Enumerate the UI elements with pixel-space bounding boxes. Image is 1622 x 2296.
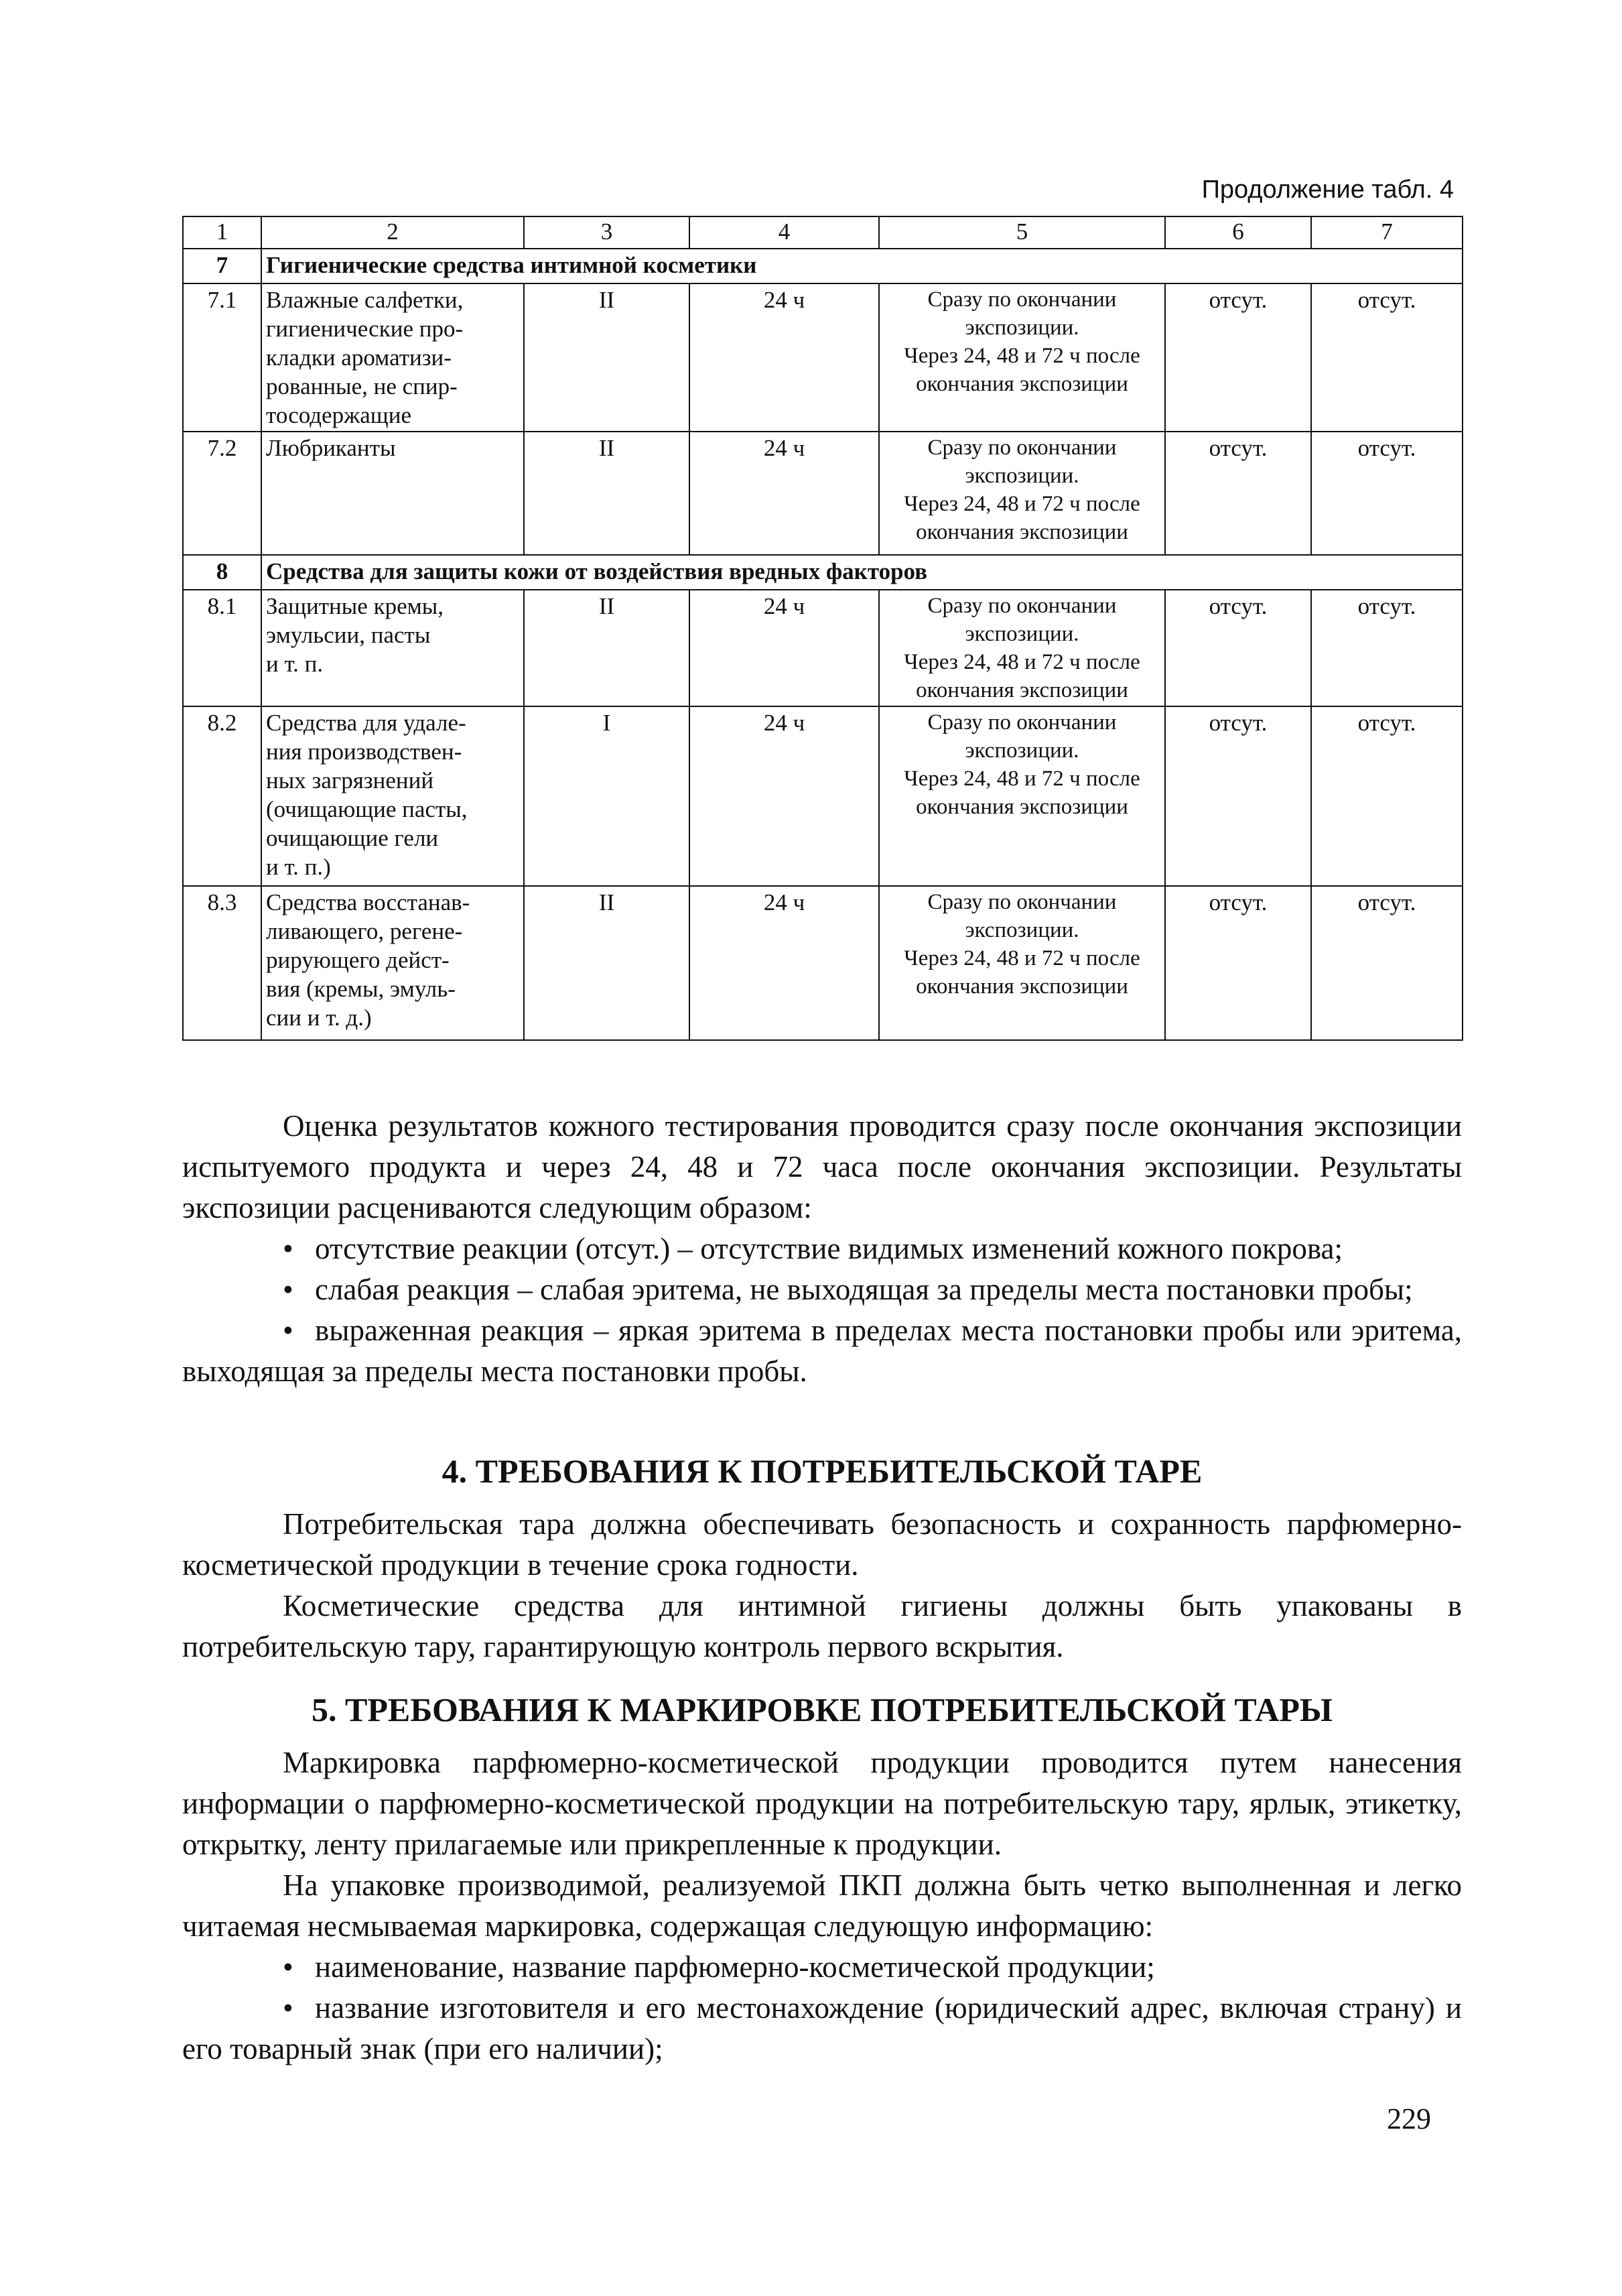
product-name-line: ливающего, регене-: [266, 918, 463, 944]
hazard-class-cell: II: [524, 886, 689, 1040]
reading-time-line: окончания экспозиции: [916, 520, 1128, 544]
table-header-cell: 5: [879, 216, 1165, 249]
exposure-time-cell: 24 ч: [689, 590, 879, 706]
bullet-icon: •: [283, 1273, 293, 1306]
row-number: 8.3: [183, 886, 261, 1040]
bullet-item: [182, 1269, 1462, 1310]
paragraph: Косметические средства для интимной гигиены должны быть упакованы в потребительскую тару, гарантирующую контроль первого вскрытия.: [182, 1589, 1462, 1663]
paragraph: Маркировка парфюмерно-косметической продукции проводится путем нанесения информации о парфюмерно-косметической продукции на потребительскую тару, ярлык, этикетку, открытку, ленту прилагаемые или прикрепленные к продукции.: [182, 1746, 1462, 1861]
result-cell-7: отсут.: [1311, 590, 1463, 706]
table-caption: Продолжение табл. 4: [1201, 176, 1454, 204]
product-name-line: очищающие гели: [266, 825, 439, 851]
reading-time-cell: [879, 590, 1165, 706]
product-name-line: сии и т. д.): [266, 1005, 372, 1031]
product-name-line: рованные, не спир-: [266, 373, 458, 399]
bullet-text: наименование, название парфюмерно-косметической продукции;: [315, 1950, 1155, 1984]
bullet-icon: •: [283, 1232, 293, 1265]
reading-time-line: экспозиции.: [965, 918, 1079, 942]
row-number: 7.1: [183, 283, 261, 432]
bullet-icon: •: [283, 1991, 293, 2025]
table-4: [182, 216, 1463, 1041]
product-name-line: ния производствен-: [266, 739, 462, 765]
product-name-line: Любриканты: [266, 435, 396, 461]
reading-time-cell: [879, 706, 1165, 886]
product-name-cell: [261, 432, 524, 555]
section-title: Гигиенические средства интимной косметики: [261, 249, 1463, 283]
page-number: 229: [1387, 2102, 1431, 2135]
table-section-row: [183, 249, 1463, 283]
section-number: 8: [183, 555, 261, 590]
reading-time-line: Сразу по окончании: [927, 594, 1117, 618]
section-4: [182, 1450, 1462, 1667]
table-header-cell: 4: [689, 216, 879, 249]
product-name-line: (очищающие пасты,: [266, 796, 468, 822]
bullet-text: выраженная реакция – яркая эритема в пределах места постановки пробы или эритема, выходящая за пределы места постановки пробы.: [182, 1314, 1462, 1388]
body-text: [182, 1106, 1462, 1392]
reading-time-line: Сразу по окончании: [927, 288, 1117, 312]
reading-time-line: Сразу по окончании: [927, 710, 1117, 735]
reading-time-line: Через 24, 48 и 72 ч после: [904, 650, 1140, 674]
product-name-line: и т. п.: [266, 651, 324, 677]
bullet-item: [182, 1988, 1462, 2069]
product-name-line: и т. п.): [266, 854, 331, 880]
bullet-text: слабая реакция – слабая эритема, не выходящая за пределы места постановки пробы;: [315, 1273, 1413, 1306]
table-header-cell: 6: [1165, 216, 1311, 249]
section-number: 7: [183, 249, 261, 283]
exposure-time-cell: 24 ч: [689, 283, 879, 432]
row-number: 7.2: [183, 432, 261, 555]
bullet-icon: •: [283, 1950, 293, 1984]
reading-time-line: экспозиции.: [965, 739, 1079, 763]
row-number: 8.2: [183, 706, 261, 886]
bullet-text: отсутствие реакции (отсут.) – отсутствие видимых изменений кожного покрова;: [315, 1232, 1343, 1265]
product-name-cell: [261, 886, 524, 1040]
product-name-line: рирующего дейст-: [266, 947, 450, 973]
product-name-line: Влажные салфетки,: [266, 287, 464, 313]
product-name-cell: [261, 706, 524, 886]
product-name-cell: [261, 283, 524, 432]
product-name-line: гигиенические про-: [266, 316, 464, 342]
section-title: Средства для защиты кожи от воздействия вредных факторов: [261, 555, 1463, 590]
product-name-line: эмульсии, пасты: [266, 622, 431, 648]
reading-time-line: Сразу по окончании: [927, 890, 1117, 914]
reading-time-line: Через 24, 48 и 72 ч после: [904, 946, 1140, 970]
reading-time-line: Через 24, 48 и 72 ч после: [904, 344, 1140, 368]
product-name-line: кладки ароматизи-: [266, 344, 452, 371]
section-heading: 4. ТРЕБОВАНИЯ К ПОТРЕБИТЕЛЬСКОЙ ТАРЕ: [442, 1452, 1203, 1490]
hazard-class-cell: II: [524, 283, 689, 432]
paragraph: Оценка результатов кожного тестирования проводится сразу после окончания экспозиции испытуемого продукта и через 24, 48 и 72 часа после окончания экспозиции. Результаты экспозиции расцениваются следующим образом:: [182, 1109, 1462, 1224]
result-cell-6: отсут.: [1165, 432, 1311, 555]
product-name-line: ных загрязнений: [266, 767, 434, 793]
product-name-line: Защитные кремы,: [266, 593, 444, 619]
row-number: 8.1: [183, 590, 261, 706]
reading-time-line: Сразу по окончании: [927, 436, 1117, 460]
table-header-row: [183, 216, 1463, 249]
table-section-row: [183, 555, 1463, 590]
reading-time-line: окончания экспозиции: [916, 795, 1128, 819]
table-header-cell: 3: [524, 216, 689, 249]
result-cell-6: отсут.: [1165, 706, 1311, 886]
bullet-icon: •: [283, 1314, 293, 1347]
reading-time-line: экспозиции.: [965, 316, 1079, 340]
product-name-line: тосодержащие: [266, 402, 412, 428]
exposure-time-cell: 24 ч: [689, 706, 879, 886]
product-name-line: Средства восстанав-: [266, 889, 470, 915]
hazard-class-cell: II: [524, 432, 689, 555]
exposure-time-cell: 24 ч: [689, 886, 879, 1040]
result-cell-7: отсут.: [1311, 706, 1463, 886]
reading-time-line: Через 24, 48 и 72 ч после: [904, 767, 1140, 791]
product-name-line: вия (кремы, эмуль-: [266, 976, 456, 1002]
reading-time-line: экспозиции.: [965, 464, 1079, 488]
table-row: [183, 283, 1463, 432]
hazard-class-cell: I: [524, 706, 689, 886]
product-name-cell: [261, 590, 524, 706]
bullet-item: [182, 1228, 1462, 1269]
result-cell-6: отсут.: [1165, 886, 1311, 1040]
result-cell-7: отсут.: [1311, 283, 1463, 432]
reading-time-cell: [879, 432, 1165, 555]
reading-time-line: окончания экспозиции: [916, 678, 1128, 702]
table-header-cell: 1: [183, 216, 261, 249]
table-header-cell: 7: [1311, 216, 1463, 249]
bullet-item: [182, 1310, 1462, 1392]
table-row: [183, 706, 1463, 886]
section-heading: 5. ТРЕБОВАНИЯ К МАРКИРОВКЕ ПОТРЕБИТЕЛЬСКОЙ ТАРЫ: [312, 1691, 1333, 1728]
bullet-item: [182, 1947, 1462, 1988]
result-cell-7: отсут.: [1311, 886, 1463, 1040]
result-cell-6: отсут.: [1165, 283, 1311, 432]
paragraph: На упаковке производимой, реализуемой ПКП должна быть четко выполненная и легко читаемая несмываемая маркировка, содержащая следующую информацию:: [182, 1868, 1462, 1943]
table-header-cell: 2: [261, 216, 524, 249]
table-row: [183, 590, 1463, 706]
reading-time-line: Через 24, 48 и 72 ч после: [904, 492, 1140, 516]
paragraph: Потребительская тара должна обеспечивать безопасность и сохранность парфюмерно-косметической продукции в течение срока годности.: [182, 1507, 1462, 1582]
section-5: [182, 1689, 1462, 2069]
result-cell-7: отсут.: [1311, 432, 1463, 555]
table-row: [183, 886, 1463, 1040]
reading-time-cell: [879, 283, 1165, 432]
product-name-line: Средства для удале-: [266, 710, 466, 736]
reading-time-line: окончания экспозиции: [916, 372, 1128, 396]
reading-time-line: окончания экспозиции: [916, 974, 1128, 999]
result-cell-6: отсут.: [1165, 590, 1311, 706]
reading-time-cell: [879, 886, 1165, 1040]
exposure-time-cell: 24 ч: [689, 432, 879, 555]
reading-time-line: экспозиции.: [965, 622, 1079, 646]
table-row: [183, 432, 1463, 555]
bullet-text: название изготовителя и его местонахождение (юридический адрес, включая страну) и его товарный знак (при его наличии);: [182, 1991, 1462, 2065]
hazard-class-cell: II: [524, 590, 689, 706]
